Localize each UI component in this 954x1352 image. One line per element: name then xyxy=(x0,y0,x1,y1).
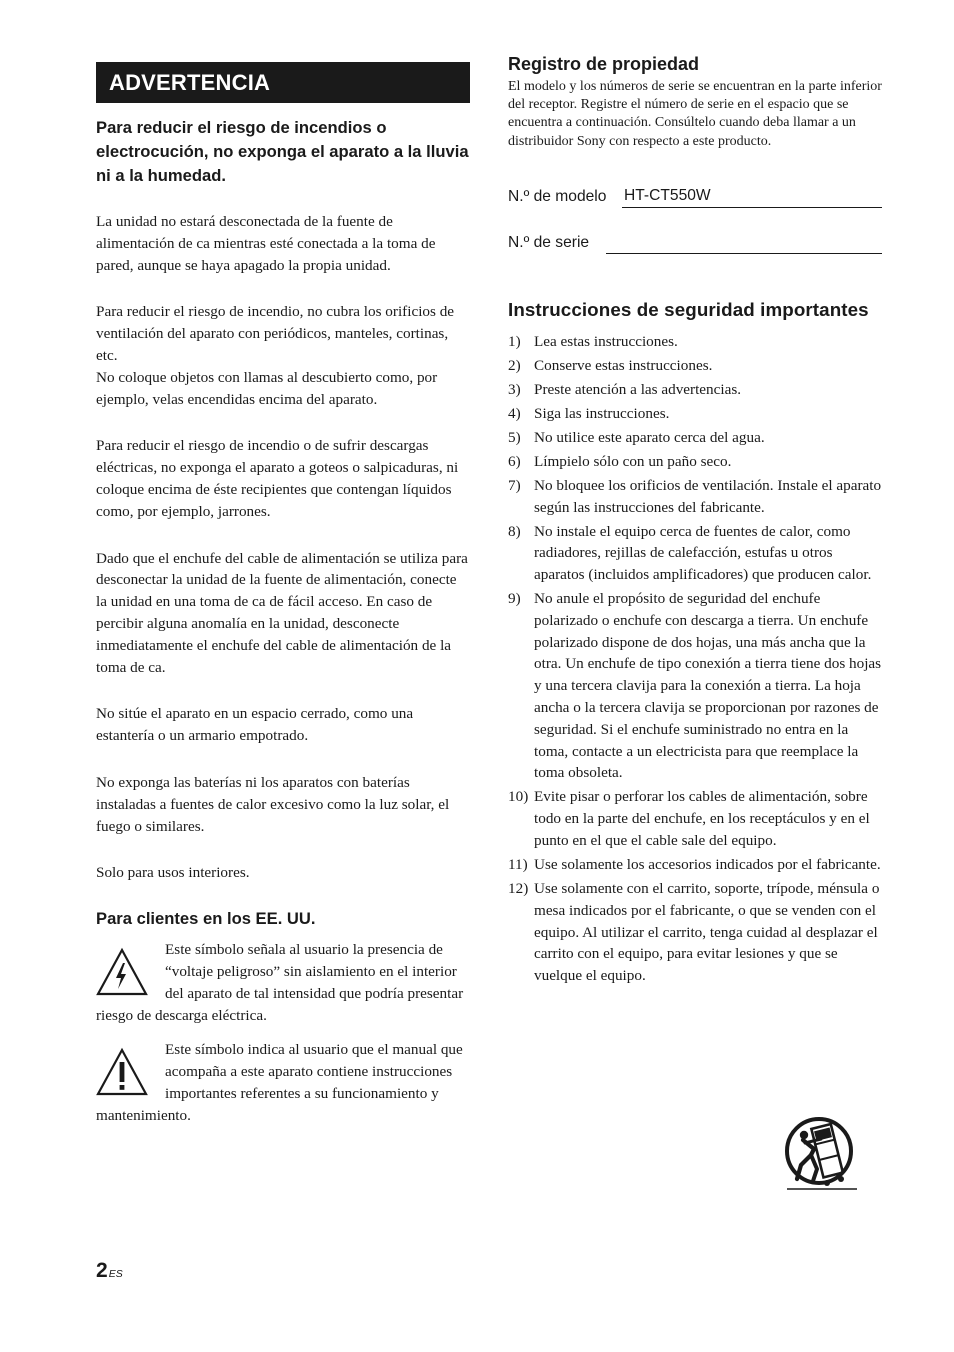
serial-field xyxy=(508,230,882,254)
list-item xyxy=(508,403,882,425)
list-item-text: No anule el propósito de seguridad del enchufe polarizado o enchufe con descarga a tierra. Un enchufe polarizado dispone de dos hojas, una más ancha que la otra. Un enchufe de tipo conexión a tierra tiene dos hojas y una tercera clavija para la conexión a tierra. La hoja ancha o la tercera clavija se proporcionan por razones de seguridad. Si el enchufe suministrado no entra en la toma, contacte a un electricista para que reemplace la toma obsoleta. xyxy=(534,590,882,782)
voltage-symbol-text: Este símbolo señala al usuario la presencia de “voltaje peligroso” sin aislamiento en el interior del aparato de tal intensidad que podría presentar riesgo de descarga eléctrica. xyxy=(96,941,464,1024)
instruction-symbol-block xyxy=(96,1039,470,1126)
safety-steps-list xyxy=(508,331,882,987)
paragraph-enclosure: No sitúe el aparato en un espacio cerrado, como una estantería o un armario empotrado. xyxy=(96,705,414,745)
paragraph-flames: No coloque objetos con llamas al descubierto como, por ejemplo, velas encendidas encima del aparato. xyxy=(96,368,438,408)
model-line xyxy=(622,186,882,208)
serial-line xyxy=(606,232,882,254)
list-item-text: Lea estas instrucciones. xyxy=(534,332,678,350)
registry-heading: Registro de propiedad xyxy=(508,54,700,74)
list-item-text: Siga las instrucciones. xyxy=(534,404,670,422)
list-item-number: 9) xyxy=(508,590,521,608)
list-item-number: 11) xyxy=(508,856,528,874)
left-column xyxy=(96,62,470,1127)
lightning-warning-icon xyxy=(96,947,148,1003)
list-item-text: Use solamente los accesorios indicados por el fabricante. xyxy=(534,856,881,874)
list-item-text: Preste atención a las advertencias. xyxy=(534,380,742,398)
list-item-number: 4) xyxy=(508,404,521,422)
list-item xyxy=(508,878,882,987)
registry-text: El modelo y los números de serie se encuentran en la parte inferior del receptor. Registre el número de serie en el espacio que se encuentra a continuación. Consúltelo cuando deba llamar a un distribuidor Sony con respecto a este producto. xyxy=(508,79,882,149)
list-item-text: Conserve estas instrucciones. xyxy=(534,356,713,374)
model-label: N.º de modelo xyxy=(508,187,607,205)
list-item xyxy=(508,475,882,519)
list-item-number: 3) xyxy=(508,380,521,398)
paragraph-ventilation: Para reducir el riesgo de incendio, no cubra los orificios de ventilación del aparato con periódicos, manteles, cortinas, etc. xyxy=(96,303,455,364)
list-item-number: 2) xyxy=(508,356,521,374)
page-number-value: 2 xyxy=(96,1259,108,1282)
list-item-number: 5) xyxy=(508,428,521,446)
list-item xyxy=(508,786,882,851)
list-item-text: No instale el equipo cerca de fuentes de calor, como radiadores, rejillas de calefacción, estufas u otros aparatos (incluidos amplificadores) que producen calor. xyxy=(534,522,872,584)
paragraph-plug: Dado que el enchufe del cable de alimentación se utiliza para desconectar la unidad de la fuente de alimentación, conecte la unidad en una toma de ca de fácil acceso. En caso de percibir alguna anomalía en la unidad, desconecte inmediatamente el enchufe del cable de alimentación de la toma de ca. xyxy=(96,549,468,676)
serial-label: N.º de serie xyxy=(508,233,590,251)
list-item-text: Límpielo sólo con un paño seco. xyxy=(534,452,732,470)
us-customers-heading: Para clientes en los EE. UU. xyxy=(96,909,316,929)
list-item-text: No utilice este aparato cerca del agua. xyxy=(534,428,765,446)
voltage-symbol-block xyxy=(96,939,470,1026)
list-item xyxy=(508,521,882,586)
safety-heading: Instrucciones de seguridad importantes xyxy=(508,298,869,320)
language-code: ES xyxy=(108,1268,123,1280)
page-number xyxy=(96,1259,123,1283)
right-column xyxy=(508,52,882,989)
list-item xyxy=(508,355,882,377)
warning-banner: ADVERTENCIA xyxy=(96,62,470,103)
exclamation-warning-icon xyxy=(96,1047,148,1103)
list-item-number: 8) xyxy=(508,522,521,540)
list-item xyxy=(508,854,882,876)
cart-tip-over-warning-icon xyxy=(783,1113,859,1193)
model-field xyxy=(508,184,882,208)
paragraph-batteries: No exponga las baterías ni los aparatos con baterías instaladas a fuentes de calor excesivo como la luz solar, el fuego o similares. xyxy=(96,773,450,835)
list-item-text: No bloquee los orificios de ventilación. Instale el aparato según las instrucciones del fabricante. xyxy=(534,476,882,516)
list-item-text: Use solamente con el carrito, soporte, trípode, ménsula o mesa indicados por el fabricante, o que se venden con el equipo. Al utilizar el carrito, tenga cuidad al desplazar el carrito con el equipo, para evitar lesiones y que se vuelque el equipo. xyxy=(534,880,880,985)
list-item-number: 1) xyxy=(508,332,521,350)
warning-lead: Para reducir el riesgo de incendios o electrocución, no exponga el aparato a la lluvia ni a la humedad. xyxy=(96,118,469,185)
list-item-number: 7) xyxy=(508,476,521,494)
instruction-symbol-text: Este símbolo indica al usuario que el manual que acompaña a este aparato contiene instrucciones importantes referentes a su funcionamiento y mantenimiento. xyxy=(96,1041,463,1124)
list-item-text: Evite pisar o perforar los cables de alimentación, sobre todo en la parte del enchufe, en los receptáculos y en el punto en el que el cable sale del equipo. xyxy=(534,788,870,850)
list-item xyxy=(508,427,882,449)
list-item xyxy=(508,331,882,353)
paragraph-indoor: Solo para usos interiores. xyxy=(96,864,250,882)
model-value: HT-CT550W xyxy=(624,186,711,204)
list-item-number: 6) xyxy=(508,452,521,470)
list-item xyxy=(508,379,882,401)
paragraph-liquids: Para reducir el riesgo de incendio o de sufrir descargas eléctricas, no exponga el aparato a goteos o salpicaduras, ni coloque encima de éste recipientes que contengan líquidos como, por ejemplo, jarrones. xyxy=(96,437,459,520)
list-item xyxy=(508,588,882,784)
list-item xyxy=(508,451,882,473)
paragraph-disconnect: La unidad no estará desconectada de la fuente de alimentación de ca mientras esté conectada a la toma de pared, aunque se haya apagado la propia unidad. xyxy=(96,213,436,274)
list-item-number: 12) xyxy=(508,880,529,897)
list-item-number: 10) xyxy=(508,788,529,806)
